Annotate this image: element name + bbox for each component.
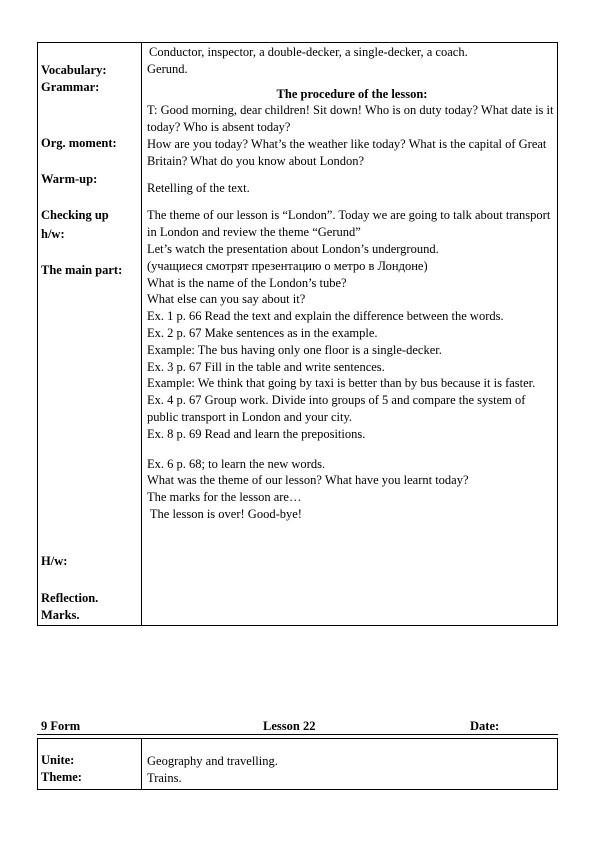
grammar-text: Gerund. [147, 61, 188, 76]
main-line: Example: The bus having only one floor is a single-decker. [147, 342, 442, 357]
main-line: The theme of our lesson is “London”. Today we are going to talk about transport in London and review the theme “Gerund” [147, 208, 551, 240]
org-moment-text: T: Good morning, dear children! Sit down! Who is on duty today? What date is it today? Who is absent today? [147, 103, 554, 135]
content-column [147, 44, 557, 523]
main-line: What else can you say about it? [147, 292, 306, 307]
column-divider [141, 43, 142, 625]
main-line: Ex. 2 p. 67 Make sentences as in the example. [147, 325, 378, 340]
procedure-heading: The procedure of the lesson: [276, 86, 428, 101]
reflection-line: What was the theme of our lesson? What have you learnt today? [147, 473, 469, 488]
label-org-moment: Org. moment: [41, 136, 117, 150]
column-divider [141, 739, 142, 789]
label-checking-up: Checking up [41, 208, 109, 222]
main-line: Ex. 1 p. 66 Read the text and explain the difference between the words. [147, 309, 504, 324]
date-label: Date: [470, 719, 500, 733]
reflection-line: The lesson is over! Good-bye! [147, 506, 302, 521]
main-line: Example: We think that going by taxi is better than by bus because it is faster. [147, 376, 536, 391]
main-line: Let’s watch the presentation about London’s underground. [147, 241, 439, 256]
label-homework-check: h/w: [41, 227, 65, 241]
label-homework: H/w: [41, 554, 68, 568]
homework-text: Ex. 6 p. 68; to learn the new words. [147, 456, 326, 471]
theme-text: Trains. [147, 770, 182, 785]
label-warm-up: Warm-up: [41, 172, 98, 186]
main-line: What is the name of the London’s tube? [147, 275, 347, 290]
warm-up-text: How are you today? What’s the weather like today? What is the capital of Great Britain? What do you know about London? [147, 136, 547, 168]
label-reflection: Reflection. [41, 591, 99, 605]
main-line: Ex. 4 p. 67 Group work. Divide into groups of 5 and compare the system of public transport in London and your city. [147, 393, 526, 424]
lesson-number: Lesson 22 [263, 719, 316, 733]
header-rule [37, 734, 558, 735]
main-line: (учащиеся смотрят презентацию о метро в Лондоне) [147, 258, 428, 273]
label-unite: Unite: [41, 753, 75, 767]
label-marks: Marks. [41, 608, 80, 622]
label-main-part: The main part: [41, 263, 123, 277]
reflection-line: The marks for the lesson are… [147, 490, 302, 505]
vocabulary-text: Conductor, inspector, a double-decker, a single-decker, a coach. [149, 45, 468, 59]
unite-text: Geography and travelling. [147, 754, 278, 768]
form-label: 9 Form [41, 719, 81, 733]
label-vocabulary: Vocabulary: [41, 63, 107, 77]
info-content [147, 753, 557, 787]
main-line: Ex. 3 p. 67 Fill in the table and write sentences. [147, 359, 385, 374]
label-theme: Theme: [41, 770, 82, 784]
main-line: Ex. 8 p. 69 Read and learn the prepositions. [147, 426, 366, 441]
label-grammar: Grammar: [41, 80, 100, 94]
checking-text: Retelling of the text. [147, 180, 250, 195]
